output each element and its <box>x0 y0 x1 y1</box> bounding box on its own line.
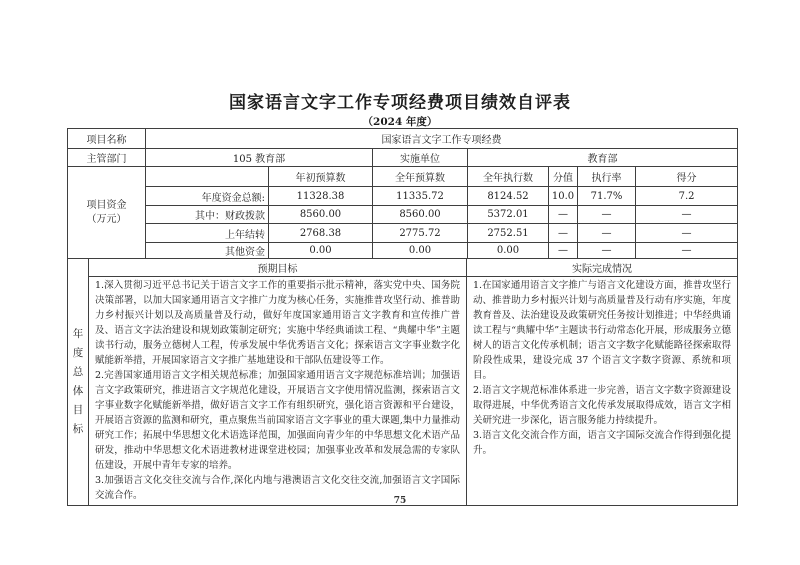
col-header-annual-execution: 全年执行数 <box>468 167 549 187</box>
fund-cell: — <box>578 206 636 224</box>
fund-cell: 7.2 <box>636 187 738 206</box>
fund-cell: — <box>578 224 636 243</box>
table-row <box>68 167 738 187</box>
col-header-annual-budget: 全年预算数 <box>373 167 468 187</box>
fund-cell: 2775.72 <box>373 224 468 243</box>
fund-cell: 8124.52 <box>468 187 549 206</box>
fund-cell: 0.00 <box>468 243 549 259</box>
impl-unit-label: 实施单位 <box>373 149 468 167</box>
table-row <box>68 129 738 149</box>
col-header-execution-rate: 执行率 <box>578 167 636 187</box>
page-number: 75 <box>393 496 407 506</box>
expected-goals-cell <box>89 277 467 506</box>
fund-cell: — <box>549 224 578 243</box>
fund-cell: 11335.72 <box>373 187 468 206</box>
page-title: 国家语言文字工作专项经费项目绩效自评表 <box>229 93 571 113</box>
fund-cell: — <box>549 243 578 259</box>
fund-cell: 0.00 <box>373 243 468 259</box>
dept-label: 主管部门 <box>68 149 146 167</box>
col-header-score-weight: 分值 <box>549 167 578 187</box>
fund-row-total <box>68 187 738 206</box>
annual-goals-side-label: 年度总体目标 <box>72 328 84 435</box>
fund-row-fiscal <box>68 206 738 224</box>
fund-cell: 8560.00 <box>269 206 373 224</box>
fund-cell: 0.00 <box>269 243 373 259</box>
fund-row-label: 其中：财政拨款 <box>146 206 269 224</box>
annual-goals-table <box>67 258 738 506</box>
actual-completion-paragraph: 1.在国家通用语言文字推广与语言文化建设方面，推普攻坚行动、推普助力乡村振兴计划与高质量普及行动有序实施，年度教育普及、法治建设及政策研究任务按计划推进；中华经典诵读工程与“典耀中华”主题读书行动常态化开展，形成服务立德树人的语言文化传承机制；语言文字数字化赋能路径探索取得阶段性成果，建设完成 37 个语言文字数字资源、系统和项目。 <box>473 280 731 381</box>
impl-unit-value: 教育部 <box>468 149 738 167</box>
fund-cell: 11328.38 <box>269 187 373 206</box>
expected-goal-paragraph: 3.加强语言文化交往交流与合作,深化内地与港澳语言文化交往交流,加强语言文字国际交流合作。 <box>95 475 460 501</box>
annual-goals-side-label-cell <box>68 259 89 506</box>
table-row <box>68 277 738 506</box>
fund-row-label: 其他资金 <box>146 243 269 259</box>
fund-cell: 8560.00 <box>373 206 468 224</box>
fund-cell: 5372.01 <box>468 206 549 224</box>
actual-completion-cell <box>467 277 738 506</box>
fund-cell: — <box>636 224 738 243</box>
fund-group-label-line1: 项目资金 <box>86 199 127 211</box>
fund-cell: 10.0 <box>549 187 578 206</box>
fund-cell: — <box>549 206 578 224</box>
expected-goal-paragraph: 2.完善国家通用语言文字相关规范标准；加强国家通用语言文字规范标准培训；加强语言文字政策研究，推进语言文字规范化建设，开展语言文字使用情况监测，探索语言文字事业数字化赋能新举措，做好语言文字工作有组织研究，强化语言资源和平台建设，开展语言资源的监测和研究，重点聚焦当前国家语言文字事业的重大课题,集中力量推动研究工作；拓展中华思想文化术语选译范围，加强面向青少年的中华思想文化术语产品研发，推动中华思想文化术语进教材进课堂进校园；加强事业改革和发展急需的专家队伍建设，开展中青年专家的培养。 <box>95 370 460 471</box>
project-name-label: 项目名称 <box>68 129 146 149</box>
col-header-score: 得分 <box>636 167 738 187</box>
fund-cell: — <box>636 206 738 224</box>
fund-row-carryover <box>68 224 738 243</box>
fund-group-label <box>68 167 146 259</box>
page-subtitle: （2024 年度） <box>362 116 438 128</box>
fund-row-other <box>68 243 738 259</box>
fund-group-label-line2: （万元） <box>86 213 127 225</box>
expected-goals-header: 预期目标 <box>89 259 467 277</box>
evaluation-table-wrap <box>67 128 737 506</box>
project-name-value: 国家语言文字工作专项经费 <box>146 129 738 149</box>
fund-cell: — <box>578 243 636 259</box>
fund-cell: 71.7% <box>578 187 636 206</box>
fund-cell: 2768.38 <box>269 224 373 243</box>
fund-cell: — <box>636 243 738 259</box>
actual-completion-header: 实际完成情况 <box>467 259 738 277</box>
fund-header-empty-cell <box>146 167 269 187</box>
expected-goal-paragraph: 1.深入贯彻习近平总书记关于语言文字工作的重要指示批示精神，落实党中央、国务院决策部署，以加大国家通用语言文字推广力度为核心任务，实施推普攻坚行动、推普助力乡村振兴计划以及高质量普及行动，做好年度国家通用语言文字教育和宣传推广普及、语言文字法治建设和规划政策制定研究；实施中华经典诵读工程、“典耀中华”主题读书行动，服务立德树人工程，传承发展中华优秀语言文化；探索语言文字事业数字化赋能新举措，开展国家语言文字推广基地建设和干部队伍建设等工作。 <box>95 280 460 366</box>
fund-cell: 2752.51 <box>468 224 549 243</box>
summary-table <box>67 128 738 259</box>
fund-row-label: 年度资金总额: <box>146 187 269 206</box>
actual-completion-paragraph: 2.语言文字规范标准体系进一步完善，语言文字数字资源建设取得进展，中华优秀语言文化传承发展取得成效，语言文字相关研究进一步深化，语言服务能力持续提升。 <box>473 385 731 426</box>
col-header-initial-budget: 年初预算数 <box>269 167 373 187</box>
dept-value: 105 教育部 <box>146 149 373 167</box>
fund-row-label: 上年结转 <box>146 224 269 243</box>
actual-completion-paragraph: 3.语言文化交流合作方面，语言文字国际交流合作得到强化提升。 <box>473 430 731 456</box>
table-row <box>68 149 738 167</box>
table-row <box>68 259 738 277</box>
